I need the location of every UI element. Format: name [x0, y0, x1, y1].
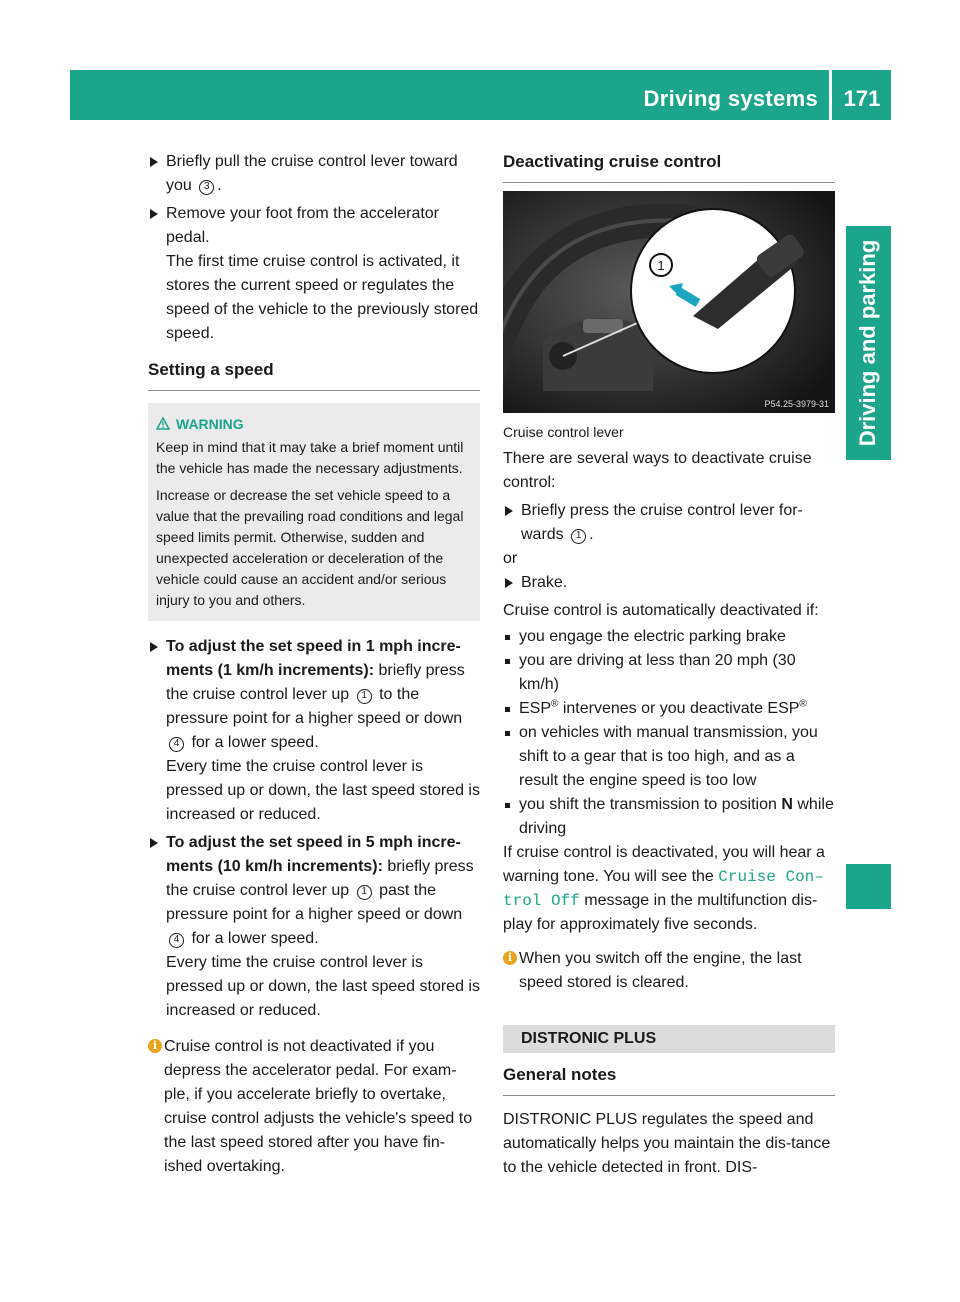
or-text: or [503, 550, 518, 567]
bullet-parking-brake: you engage the electric parking brake [503, 625, 835, 649]
left-column [148, 150, 480, 1179]
section-title: Driving systems [643, 86, 818, 111]
general-notes-heading: General notes [503, 1063, 835, 1096]
bullet-manual-transmission: on vehicles with manual transmission, you shift to a gear that is too high, and as a result the engine speed is too low [503, 721, 835, 793]
step-5mph: To adjust the set speed in 5 mph incre-ments (10 km/h increments): briefly press the cruise control lever up 1 past the pressure point for a higher speed or down 4 for a lower speed. Every time the cruise control lever is pressed up or down, the last speed stored is increased or reduced. [148, 831, 480, 1023]
chapter-marker [846, 864, 891, 909]
bullet-esp: ESP® intervenes or you deactivate ESP® [503, 697, 835, 721]
general-notes-text: DISTRONIC PLUS regulates the speed and automatically helps you maintain the dis-tance to the vehicle detected in front. DIS- [503, 1111, 831, 1176]
page-number: 171 [843, 86, 881, 111]
image-code: P54.25-3979-31 [764, 399, 829, 409]
deactivate-intro: There are several ways to deactivate cruise control: [503, 450, 812, 491]
display-message: Cruise Con– trol Off [503, 868, 824, 910]
bullet-low-speed: you are driving at less than 20 mph (30 km/h) [503, 649, 835, 697]
step-remove-foot: Remove your foot from the accelerator pedal. The first time cruise control is activated, it stores the current speed or regulates the speed of the vehicle to the previously stored speed. [148, 202, 480, 346]
right-column [503, 150, 835, 1180]
deactivated-warning-tone: If cruise control is deactivated, you will hear a warning tone. You will see the Cruise Con– trol Off message in the multifunction dis-play for approximately five seconds. [503, 844, 825, 933]
setting-speed-heading: Setting a speed [148, 358, 480, 391]
bullet-neutral: you shift the transmission to position N while driving [503, 793, 835, 841]
cruise-control-lever-photo [503, 191, 835, 413]
chapter-tab-label: Driving and parking [855, 239, 880, 447]
callout-1: 1 [657, 258, 665, 273]
lever-illustration [503, 191, 835, 413]
warning-title: WARNING [176, 416, 244, 432]
marker-4: 4 [169, 933, 184, 948]
warning-text-1: Keep in mind that it may take a brief moment until the vehicle has made the necessary adjustments. [156, 439, 464, 476]
marker-4: 4 [169, 737, 184, 752]
distronic-section-title: DISTRONIC PLUS [503, 1025, 835, 1053]
step-1mph: To adjust the set speed in 1 mph incre-ments (1 km/h increments): briefly press the cruise control lever up 1 to the pressure point for a higher speed or down 4 for a lower speed. Every time the cruise control lever is pressed up or down, the last speed stored is increased or reduced. [148, 635, 480, 827]
header-divider [829, 70, 832, 120]
auto-deactivate-intro: Cruise control is automatically deactivated if: [503, 602, 819, 619]
marker-3: 3 [199, 180, 214, 195]
warning-box [148, 403, 480, 621]
marker-1: 1 [571, 529, 586, 544]
marker-1: 1 [357, 689, 372, 704]
info-icon: i [148, 1039, 162, 1053]
warning-text-2: Increase or decrease the set vehicle speed to a value that the prevailing road conditions and legal speed limits permit. Otherwise, sudden and unexpected acceleration or deceleration of the vehicle could cause an accident and/or serious injury to you and others. [156, 487, 464, 608]
deactivating-heading: Deactivating cruise control [503, 150, 835, 183]
marker-1: 1 [357, 885, 372, 900]
info-note-engine-off: i When you switch off the engine, the last speed stored is cleared. [503, 947, 835, 995]
step-pull-lever: Briefly pull the cruise control lever toward you 3 . [148, 150, 480, 198]
step-press-forward: Briefly press the cruise control lever for-wards 1 . [503, 499, 835, 547]
warning-icon [156, 417, 170, 430]
info-note-accelerator: i Cruise control is not deactivated if you depress the accelerator pedal. For exam-ple, if you accelerate briefly to overtake, cruise control adjusts the vehicle's speed to the last speed stored after you have fin-ished overtaking. [148, 1035, 480, 1179]
step-brake: Brake. [503, 571, 835, 595]
photo-caption: Cruise control lever [503, 424, 624, 440]
info-icon: i [503, 951, 517, 965]
